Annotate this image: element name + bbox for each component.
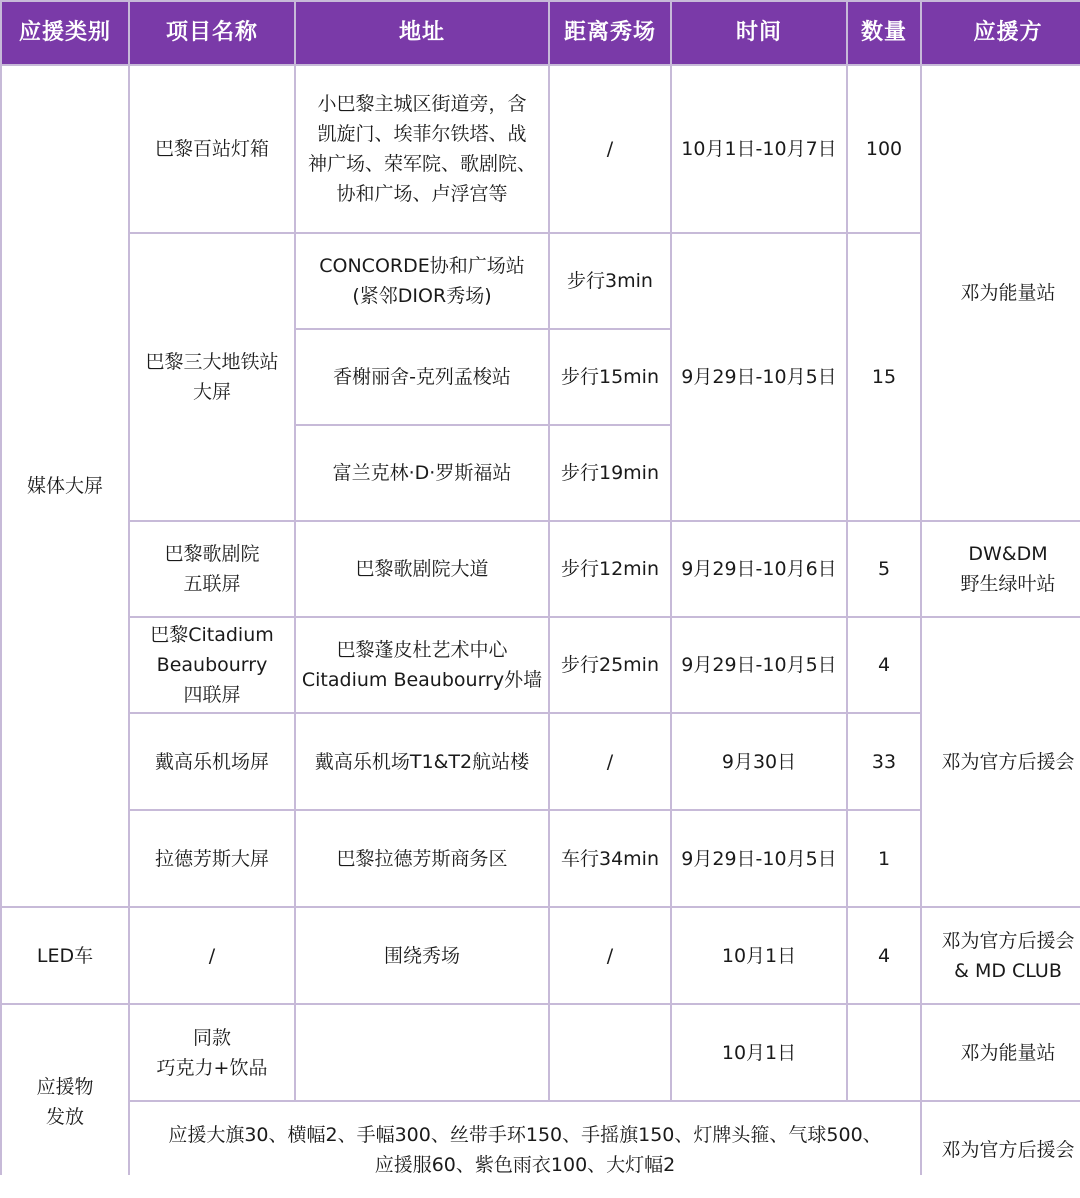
- supporter-cell: 邓为能量站: [922, 1005, 1080, 1100]
- header-supporter: 应援方: [922, 2, 1080, 64]
- category-media: 媒体大屏: [2, 66, 128, 906]
- supporter-cell: 邓为官方后援会: [922, 1102, 1080, 1198]
- time-cell: 10月1日-10月7日: [672, 66, 846, 232]
- project-cell: 戴高乐机场屏: [130, 714, 294, 809]
- quantity-cell: 33: [848, 714, 920, 809]
- address-cell: 香榭丽舍-克列孟梭站: [296, 330, 548, 424]
- supplies-list: 应援大旗30、横幅2、手幅300、丝带手环150、手摇旗150、灯牌头箍、气球500、 应援服60、紫色雨衣100、大灯幅2: [130, 1102, 920, 1198]
- header-address: 地址: [296, 2, 548, 64]
- distance-cell: 步行25min: [550, 618, 670, 712]
- address-cell: [296, 1005, 548, 1100]
- time-cell: 10月1日: [672, 908, 846, 1003]
- distance-cell: /: [550, 714, 670, 809]
- header-distance: 距离秀场: [550, 2, 670, 64]
- time-cell: 9月29日-10月6日: [672, 522, 846, 616]
- time-cell: 9月29日-10月5日: [672, 234, 846, 520]
- time-cell: 9月29日-10月5日: [672, 811, 846, 906]
- address-cell: 小巴黎主城区街道旁，含 凯旋门、埃菲尔铁塔、战 神广场、荣军院、歌剧院、 协和广场、卢浮宫等: [296, 66, 548, 232]
- quantity-cell: 1: [848, 811, 920, 906]
- project-cell: /: [130, 908, 294, 1003]
- supporter-cell: 邓为官方后援会 & MD CLUB: [922, 908, 1080, 1003]
- quantity-cell: 15: [848, 234, 920, 520]
- distance-cell: 车行34min: [550, 811, 670, 906]
- address-cell: 围绕秀场: [296, 908, 548, 1003]
- supporter-cell: 邓为能量站: [922, 66, 1080, 520]
- supporter-cell: DW&DM 野生绿叶站: [922, 522, 1080, 616]
- address-cell: CONCORDE协和广场站 (紧邻DIOR秀场): [296, 234, 548, 328]
- quantity-cell: 5: [848, 522, 920, 616]
- address-cell: 巴黎拉德芳斯商务区: [296, 811, 548, 906]
- distance-cell: [550, 1005, 670, 1100]
- header-quantity: 数量: [848, 2, 920, 64]
- time-cell: 9月29日-10月5日: [672, 618, 846, 712]
- distance-cell: 步行3min: [550, 234, 670, 328]
- address-cell: 巴黎歌剧院大道: [296, 522, 548, 616]
- project-cell: 拉德芳斯大屏: [130, 811, 294, 906]
- address-cell: 戴高乐机场T1&T2航站楼: [296, 714, 548, 809]
- project-cell: 同款 巧克力+饮品: [130, 1005, 294, 1100]
- project-cell: 巴黎百站灯箱: [130, 66, 294, 232]
- project-cell: 巴黎Citadium Beaubourry 四联屏: [130, 618, 294, 712]
- distance-cell: 步行12min: [550, 522, 670, 616]
- address-cell: 巴黎蓬皮杜艺术中心 Citadium Beaubourry外墙: [296, 618, 548, 712]
- distance-cell: 步行15min: [550, 330, 670, 424]
- header-time: 时间: [672, 2, 846, 64]
- time-cell: 9月30日: [672, 714, 846, 809]
- distance-cell: /: [550, 908, 670, 1003]
- time-cell: 10月1日: [672, 1005, 846, 1100]
- header-category: 应援类别: [2, 2, 128, 64]
- quantity-cell: 100: [848, 66, 920, 232]
- quantity-cell: [848, 1005, 920, 1100]
- project-cell: 巴黎三大地铁站 大屏: [130, 234, 294, 520]
- header-project: 项目名称: [130, 2, 294, 64]
- address-cell: 富兰克林·D·罗斯福站: [296, 426, 548, 520]
- supporter-cell: 邓为官方后援会: [922, 618, 1080, 906]
- category-supplies: 应援物 发放: [2, 1005, 128, 1198]
- distance-cell: 步行19min: [550, 426, 670, 520]
- category-led: LED车: [2, 908, 128, 1003]
- quantity-cell: 4: [848, 618, 920, 712]
- distance-cell: /: [550, 66, 670, 232]
- quantity-cell: 4: [848, 908, 920, 1003]
- project-cell: 巴黎歌剧院 五联屏: [130, 522, 294, 616]
